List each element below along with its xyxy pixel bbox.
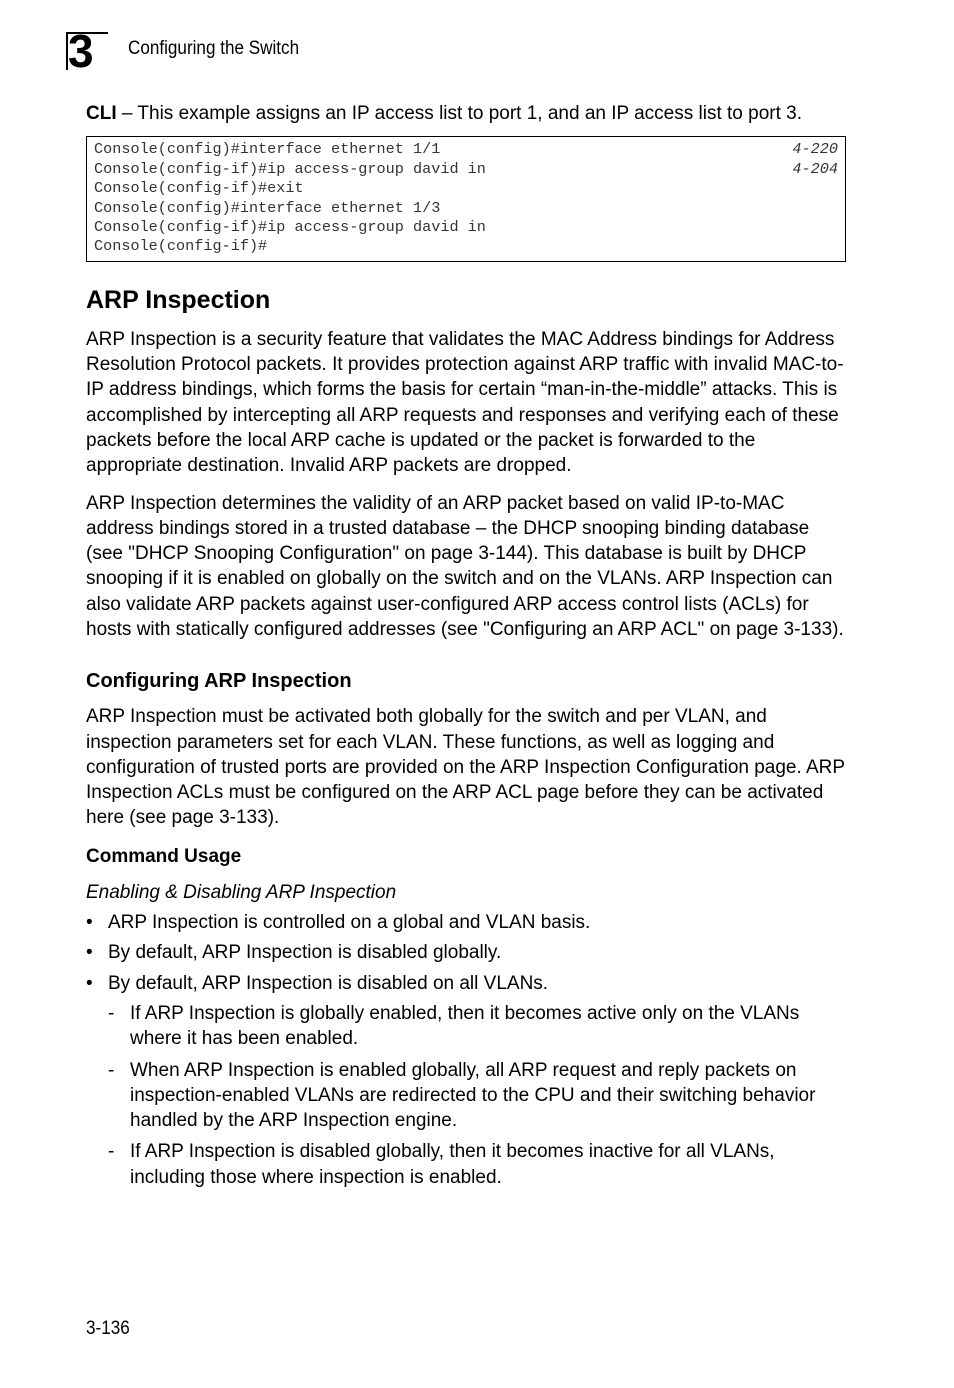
sub-list-item-text: If ARP Inspection is globally enabled, then it becomes active only on the VLANs where it has been enabled. — [130, 1002, 800, 1050]
code-line — [94, 199, 838, 218]
section-title: ARP Inspection — [86, 285, 271, 314]
sub-list-item-text: If ARP Inspection is disabled globally, then it becomes inactive for all VLANs, including those where inspection is enabled. — [130, 1141, 775, 1188]
code-line — [94, 218, 838, 237]
section-paragraph: ARP Inspection determines the validity of an ARP packet based on valid IP-to-MAC address bindings stored in a trusted database – the DHCP snooping binding database (see "DHCP Snooping Configuration" on page 3-144). This database is built by DHCP snooping if it is enabled on globally on the switch and on the VLANs. ARP Inspection can also validate ARP packets against user-configured ARP access control lists (ACLs) for hosts with statically configured addresses (see "Configuring an ARP ACL" on page 3-133). — [86, 492, 844, 640]
code-line — [94, 179, 838, 198]
list-item-text: By default, ARP Inspection is disabled globally. — [108, 942, 502, 964]
subsection-paragraph: ARP Inspection must be activated both globally for the switch and per VLAN, and inspection parameters set for each VLAN. These functions, as well as logging and configuration of trusted ports are provided on the ARP Inspection Configuration page. ARP Inspection ACLs must be configured on the ARP ACL page before they can be activated here (see page 3-133). — [86, 706, 845, 829]
code-command: Console(config-if)# — [94, 237, 268, 256]
sub-list-item — [86, 1058, 846, 1134]
list-item-text: By default, ARP Inspection is disabled on all VLANs. — [108, 972, 549, 994]
command-usage-title: Command Usage — [86, 845, 242, 867]
code-command: Console(config)#interface ethernet 1/1 — [94, 140, 441, 159]
list-item — [86, 971, 846, 996]
chapter-number: 3 — [68, 25, 94, 77]
dash-mark: - — [108, 1141, 115, 1163]
list-item-text: ARP Inspection is controlled on a global and VLAN basis. — [108, 912, 591, 934]
sub-list-item — [86, 1001, 846, 1052]
bullet-mark: • — [86, 942, 93, 964]
bullet-mark: • — [86, 972, 93, 994]
code-page-ref: 4-220 — [792, 140, 838, 159]
cli-example-code-block — [86, 136, 846, 261]
running-header-title: Configuring the Switch — [128, 38, 300, 59]
code-command: Console(config-if)#ip access-group david in — [94, 217, 486, 236]
command-usage-subhead: Enabling & Disabling ARP Inspection — [86, 881, 397, 903]
dash-mark: - — [108, 1059, 115, 1081]
list-item — [86, 940, 846, 965]
page-content — [86, 101, 846, 1196]
code-line — [94, 160, 838, 179]
code-command: Console(config-if)#ip access-group david in — [94, 159, 486, 178]
code-line — [94, 140, 838, 159]
code-line — [94, 237, 838, 256]
sub-list-item — [86, 1139, 846, 1190]
cli-label: CLI — [86, 103, 117, 124]
subsection-title: Configuring ARP Inspection — [86, 670, 352, 693]
code-page-ref: 4-204 — [792, 159, 838, 178]
bullet-mark: • — [86, 912, 93, 934]
cli-intro-text: – This example assigns an IP access list to port 1, and an IP access list to port 3. — [116, 103, 803, 124]
section-paragraph: ARP Inspection is a security feature that validates the MAC Address bindings for Address Resolution Protocol packets. It provides protection against ARP traffic with invalid MAC-to-IP address bindings, which forms the basis for certain “man-in-the-middle” attacks. This is accomplished by intercepting all ARP requests and responses and verifying each of these packets before the local ARP cache is updated or the packet is forwarded to the appropriate destination. Invalid ARP packets are dropped. — [86, 328, 844, 477]
list-item — [86, 910, 846, 935]
sub-list-item-text: When ARP Inspection is enabled globally, all ARP request and reply packets on inspection-enabled VLANs are redirected to the CPU and their switching behavior handled by the ARP Inspection engine. — [130, 1059, 816, 1132]
page-header — [66, 25, 466, 77]
code-command: Console(config)#interface ethernet 1/3 — [94, 198, 441, 217]
code-command: Console(config-if)#exit — [94, 179, 304, 198]
dash-mark: - — [108, 1002, 115, 1024]
page-number: 3-136 — [86, 1318, 130, 1339]
cli-intro — [86, 101, 846, 126]
